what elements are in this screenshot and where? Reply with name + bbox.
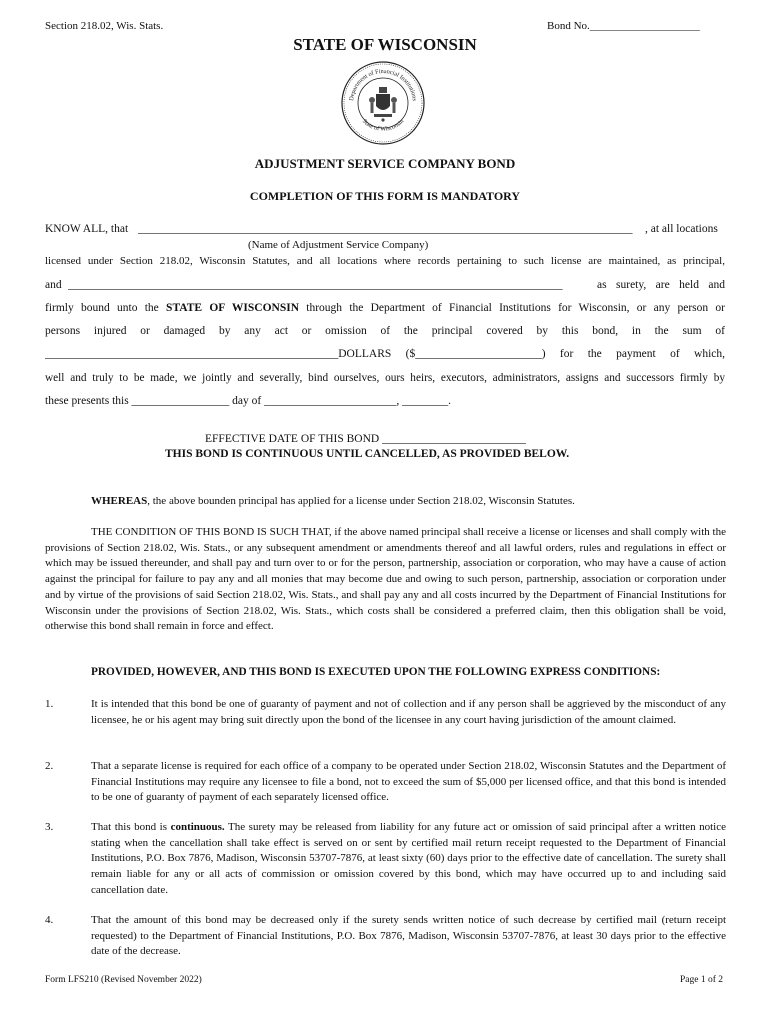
jointly-severally-clause: well and truly to be made, we jointly and severally, bind ourselves, ours heirs, executors, administrators, assigns and successors firmly by [45, 372, 725, 384]
know-all-label: KNOW ALL, that [45, 223, 129, 235]
whereas-bold: WHEREAS [91, 495, 148, 507]
condition-item: That a separate license is required for each office of a company to be operated under Section 218.02, Wisconsin Statutes and the Department of Financial Institutions may require any licensee to file a bond, not to exceed the sum of $5,000 per licensed office, and that this bond is intended to be one of guaranty of payment of each separately licensed office. [91, 760, 726, 804]
condition-number: 2. [45, 760, 54, 772]
firmly-bound-after: through the Department of Financial Institutions for Wisconsin, or any person or [306, 302, 725, 314]
condition-number: 4. [45, 914, 54, 926]
surety-clause: as surety, are held and [597, 279, 725, 291]
bond-number-field[interactable]: Bond No.____________________ [547, 20, 700, 32]
svg-text:State of Wisconsin: State of Wisconsin [360, 117, 406, 133]
provided-heading: PROVIDED, HOWEVER, AND THIS BOND IS EXECUTED UPON THE FOLLOWING EXPRESS CONDITIONS: [91, 666, 661, 678]
principal-name-caption: (Name of Adjustment Service Company) [248, 239, 429, 251]
page-number: Page 1 of 2 [680, 975, 724, 985]
continuous-bold: continuous. [170, 821, 225, 833]
condition-item: It is intended that this bond be one of guaranty of payment and not of collection and if any person shall be aggrieved by the misconduct of any licensee, he or his agent may bring suit directly upon the bond of the licensee in any court having jurisdiction of the amount claimed. [91, 698, 726, 726]
mandatory-notice: COMPLETION OF THIS FORM IS MANDATORY [249, 189, 521, 203]
date-signed-field[interactable]: these presents this _________________ day of _______________________, ________. [45, 395, 451, 407]
condition-3-pre: That this bond is [91, 821, 171, 833]
continuous-notice: THIS BOND IS CONTINUOUS UNTIL CANCELLED, AS PROVIDED BELOW. [165, 448, 570, 460]
form-id-footer: Form LFS210 (Revised November 2022) [45, 975, 202, 985]
dollars-amount-field[interactable]: ___________________________________________________DOLLARS ($______________________) for the payment of which, [45, 348, 725, 360]
condition-number: 3. [45, 821, 54, 833]
form-title: ADJUSTMENT SERVICE COMPANY BOND [254, 156, 516, 171]
whereas-text: , the above bounden principal has applied for a license under Section 218.02, Wisconsin Statutes. [147, 495, 575, 507]
licensed-clause: licensed under Section 218.02, Wisconsin Statutes, and all locations where records pertaining to such license are maintained, as principal, [45, 255, 725, 267]
statute-reference: Section 218.02, Wis. Stats. [45, 20, 164, 32]
state-of-wisconsin-bold: STATE OF WISCONSIN [166, 302, 300, 314]
surety-name-field[interactable]: ______________________________________________________________________________________ [68, 279, 563, 291]
firmly-bound-before: firmly bound unto the [45, 302, 159, 314]
effective-date-field[interactable]: EFFECTIVE DATE OF THIS BOND _________________________ [205, 433, 526, 445]
condition-item: That the amount of this bond may be decreased only if the surety sends written notice of such decrease by certified mail (return receipt requested) to the Department of Financial Institutions, P.O. Box 7876, Madison, Wisconsin 53707-7876, at least 30 days prior to the effective date of the decrease. [91, 914, 726, 958]
at-all-locations-text: , at all locations [645, 223, 718, 235]
whereas-paragraph [91, 494, 575, 508]
state-title: STATE OF WISCONSIN [293, 35, 477, 54]
condition-item [91, 820, 726, 899]
principal-name-field[interactable]: ______________________________________________________________________________________ [138, 223, 633, 235]
and-label: and [45, 279, 62, 291]
state-seal-logo [340, 60, 426, 146]
condition-paragraph: THE CONDITION OF THIS BOND IS SUCH THAT, if the above named principal shall receive a license or licenses and shall comply with the provisions of Section 218.02, Wis. Stats., or any subsequent amendment or amendments thereof and all lawful orders, rules and regulations in effect or which may be issued thereunder, and shall pay and turn over to or for the person, partnership, association or corporation, who may have a cause of action against the principal for failure to pay any and all monies that may become due and owing to such person, partnership, association or corporation under and by virtue of the provisions of said Section 218.02, Wis. Stats., and shall pay any and all costs incurred by the Department of Financial Institutions for Wisconsin under the provisions of Section 218.02, Wis. Stats., which costs shall be considered a preferred claim, then this obligation shall be void, otherwise this bond shall remain in force and effect. [45, 526, 726, 633]
svg-text:Department of Financial Instit: Department of Financial Institutions [348, 67, 418, 102]
condition-number: 1. [45, 698, 54, 710]
persons-injured-clause: persons injured or damaged by any act or omission of the principal covered by this bond, in the sum of [45, 325, 725, 337]
condition-3-text: The surety may be released from liability for any future act or omission of said principal after a written notice stating when the cancellation shall take effect is served on or sent by certified mail return receipt requested to the Department of Financial Institutions, P.O. Box 7876, Madison, Wisconsin 53707-7876, at least sixty (60) days prior to the effective date of cancellation. The surety shall remain liable for any or all acts of commission or omission covered by this bond, which may have occurred up to and including said cancellation date. [91, 821, 726, 896]
firmly-bound-clause [45, 301, 725, 315]
